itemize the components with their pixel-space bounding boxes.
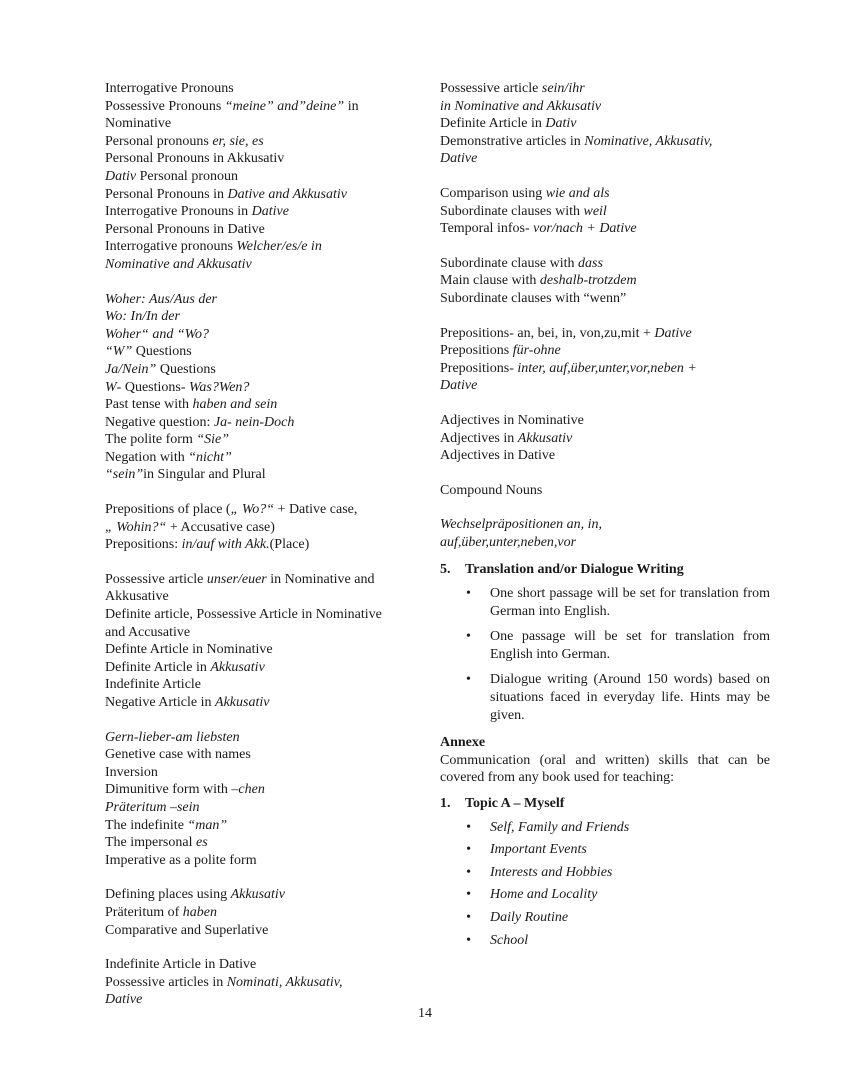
- italic-text: weil: [583, 203, 607, 219]
- italic-text: für-ohne: [512, 343, 561, 359]
- topic-block: [440, 482, 770, 500]
- topic-line: [440, 115, 770, 133]
- topic-block: [105, 80, 415, 274]
- line-text: Prepositions-: [440, 360, 518, 376]
- topic-block: [440, 80, 770, 168]
- topic-line: [105, 308, 415, 326]
- italic-text: Dativ: [105, 168, 137, 184]
- line-text: Compound Nouns: [440, 482, 543, 498]
- line-text: Possessive article: [105, 571, 207, 587]
- line-text: Prepositions:: [105, 537, 182, 553]
- topic-line: [105, 781, 415, 799]
- topic-block: [440, 325, 770, 395]
- line-text: in Singular and Plural: [143, 467, 266, 483]
- line-text: Indefinite Article: [105, 677, 202, 693]
- page-number: 14: [418, 1006, 432, 1021]
- line-text: Questions: [132, 344, 192, 360]
- line-text: Questions: [156, 361, 216, 377]
- topic-line: [105, 115, 415, 133]
- topic-1-title: Topic A – Myself: [465, 796, 565, 811]
- topic-line: [440, 534, 770, 552]
- italic-text: wie and als: [545, 185, 610, 201]
- topic-line: [105, 606, 415, 624]
- annexe-text: Communication (oral and written) skills that can be covered from any book used for teaching:: [440, 752, 770, 786]
- topic-bullet: • School: [490, 932, 770, 950]
- line-text: + Dative case,: [274, 502, 358, 518]
- topic-line: [105, 168, 415, 186]
- italic-text: “meine” and”deine”: [224, 98, 345, 114]
- line-text: and Accusative: [105, 624, 191, 640]
- italic-text: Akkusativ: [230, 887, 286, 903]
- topic-line: [105, 379, 415, 397]
- topic-line: [105, 414, 415, 432]
- italic-text: Dative: [251, 204, 289, 220]
- topic-line: [105, 291, 415, 309]
- line-text: Prepositions: [440, 343, 513, 359]
- italic-text: –chen: [231, 782, 265, 798]
- italic-text: W: [105, 379, 117, 395]
- line-text: in: [344, 98, 359, 114]
- topic-block: [105, 571, 415, 712]
- italic-text: Wo: In/In der: [105, 309, 180, 325]
- italic-text: Was?Wen?: [189, 379, 250, 395]
- topic-line: [105, 361, 415, 379]
- topic-line: [105, 396, 415, 414]
- topic-block: [105, 956, 415, 1009]
- topic-line: [105, 676, 415, 694]
- line-text: Adjectives in Nominative: [440, 412, 584, 428]
- topic-line: [440, 203, 770, 221]
- italic-text: haben and sein: [192, 397, 278, 413]
- topic-line: [105, 536, 415, 554]
- italic-text: unser/euer: [206, 571, 267, 587]
- topic-line: [440, 133, 770, 151]
- italic-text: er, sie, es: [212, 133, 264, 149]
- line-text: Demonstrative articles in: [440, 133, 585, 149]
- topic-line: [105, 834, 415, 852]
- topic-line: [105, 571, 415, 589]
- italic-text: „ Wo?“: [230, 502, 275, 518]
- line-text: Personal pronouns: [105, 133, 213, 149]
- section-5-number: 5.: [440, 562, 451, 578]
- topic-line: [105, 186, 415, 204]
- line-text: Subordinate clauses with “wenn”: [440, 290, 627, 306]
- line-text: Adjectives in Dative: [440, 448, 556, 464]
- italic-text: “Sie”: [196, 432, 230, 448]
- line-text: Temporal infos-: [440, 221, 534, 237]
- italic-text: in Nominative and Akkusativ: [440, 98, 602, 114]
- topic-line: [105, 624, 415, 642]
- line-text: Adjectives in: [440, 430, 518, 446]
- italic-text: Nominative, Akkusativ,: [584, 133, 713, 149]
- line-text: Inversion: [105, 764, 158, 780]
- line-text: Personal pronoun: [136, 168, 238, 184]
- line-text: Präteritum of: [105, 904, 183, 920]
- italic-text: inter, auf,über,unter,vor,neben +: [517, 360, 697, 376]
- italic-text: haben: [182, 904, 217, 920]
- topic-line: [105, 133, 415, 151]
- topic-line: [105, 799, 415, 817]
- topic-block: [105, 729, 415, 870]
- topic-line: [105, 221, 415, 239]
- topic-line: [105, 852, 415, 870]
- topic-line: [105, 449, 415, 467]
- line-text: Personal Pronouns in Dative: [105, 221, 265, 237]
- italic-text: Ja/Nein”: [105, 361, 157, 377]
- topic-line: [105, 588, 415, 606]
- line-text: Possessive article: [440, 81, 542, 96]
- right-topic-blocks: [440, 80, 770, 551]
- topic-1-bullets: [440, 819, 770, 950]
- topic-block: [105, 291, 415, 485]
- topic-line: [105, 519, 415, 537]
- topic-line: [105, 694, 415, 712]
- topic-block: [440, 185, 770, 238]
- topic-line: [440, 272, 770, 290]
- topic-line: [105, 203, 415, 221]
- topic-line: [105, 886, 415, 904]
- line-text: Prepositions of place (: [105, 502, 231, 518]
- topic-bullet: • Daily Routine: [490, 909, 770, 927]
- topic-line: [440, 255, 770, 273]
- topic-block: [440, 255, 770, 308]
- topic-line: [105, 729, 415, 747]
- left-column: [105, 80, 415, 1026]
- italic-text: Nominative and Akkusativ: [105, 256, 252, 272]
- topic-block: [105, 501, 415, 554]
- italic-text: Dative: [654, 325, 692, 341]
- topic-line: [105, 238, 415, 256]
- line-text: Prepositions- an, bei, in, von,zu,mit +: [440, 325, 655, 341]
- line-text: Comparative and Superlative: [105, 922, 269, 938]
- line-text: Interrogative Pronouns: [105, 81, 234, 96]
- line-text: Past tense with: [105, 397, 193, 413]
- topic-line: [105, 641, 415, 659]
- topic-line: [105, 904, 415, 922]
- italic-text: deshalb-trotzdem: [539, 273, 637, 289]
- topic-line: [105, 343, 415, 361]
- line-text: Dimunitive form with: [105, 782, 232, 798]
- line-text: Personal Pronouns in: [105, 186, 228, 202]
- italic-text: “man”: [187, 817, 228, 833]
- line-text: Imperative as a polite form: [105, 852, 257, 868]
- line-text: + Accusative case): [166, 519, 275, 535]
- topic-bullet: • Important Events: [490, 841, 770, 859]
- topic-line: [105, 80, 415, 98]
- topic-block: [105, 886, 415, 939]
- topic-bullet: • Home and Locality: [490, 886, 770, 904]
- line-text: Personal Pronouns in Akkusativ: [105, 151, 285, 167]
- topic-line: [105, 256, 415, 274]
- topic-block: [440, 412, 770, 465]
- topic-line: [105, 466, 415, 484]
- line-text: The impersonal: [105, 835, 196, 851]
- italic-text: es: [195, 835, 208, 851]
- italic-text: Nominati, Akkusativ,: [226, 974, 343, 990]
- topic-bullet: • Self, Family and Friends: [490, 819, 770, 837]
- italic-text: Woher: Aus/Aus der: [105, 291, 217, 307]
- topic-line: [105, 659, 415, 677]
- line-text: Interrogative Pronouns in: [105, 204, 252, 220]
- italic-text: Akkusativ: [210, 659, 265, 675]
- line-text: Subordinate clause with: [440, 255, 579, 271]
- topic-line: [105, 922, 415, 940]
- line-text: The indefinite: [105, 817, 188, 833]
- italic-text: Dative: [440, 151, 478, 167]
- topic-line: [440, 430, 770, 448]
- topic-line: [440, 80, 770, 98]
- line-text: Negative Article in: [105, 695, 216, 710]
- topic-line: [440, 412, 770, 430]
- topic-line: [105, 98, 415, 116]
- italic-text: sein/ihr: [541, 81, 585, 96]
- line-text: Genetive case with names: [105, 747, 251, 763]
- topic-line: [440, 377, 770, 395]
- section-5-bullet: • One short passage will be set for translation from German into English.: [490, 585, 770, 620]
- italic-text: “W”: [105, 344, 133, 360]
- topic-line: [105, 764, 415, 782]
- italic-text: Welcher/es/e in: [236, 239, 322, 255]
- section-5-bullets: [440, 585, 770, 724]
- line-text: Nominative: [105, 116, 172, 132]
- italic-text: “sein”: [105, 467, 144, 483]
- italic-text: Akkusativ: [517, 430, 573, 446]
- line-text: Definte Article in Nominative: [105, 642, 273, 658]
- line-text: Akkusative: [105, 589, 169, 605]
- topic-line: [105, 150, 415, 168]
- line-text: Indefinite Article in Dative: [105, 957, 257, 973]
- section-5-bullet: • Dialogue writing (Around 150 words) based on situations faced in everyday life. Hints may be given.: [490, 671, 770, 724]
- line-text: Definite Article in: [440, 116, 546, 132]
- italic-text: Dativ: [545, 116, 577, 132]
- line-text: - Questions-: [116, 379, 189, 395]
- topic-line: [105, 326, 415, 344]
- topic-1-heading: [440, 795, 770, 813]
- line-text: Subordinate clauses with: [440, 203, 584, 219]
- topic-bullet: • Interests and Hobbies: [490, 864, 770, 882]
- italic-text: Woher“ and “Wo?: [105, 326, 209, 342]
- italic-text: „ Wohin?“: [105, 519, 167, 535]
- italic-text: auf,über,unter,neben,vor: [440, 534, 577, 550]
- section-5-title: Translation and/or Dialogue Writing: [465, 562, 684, 578]
- topic-line: [440, 185, 770, 203]
- italic-text: Akkusativ: [215, 695, 270, 710]
- line-text: Possessive articles in: [105, 974, 227, 990]
- topic-line: [105, 431, 415, 449]
- line-text: Negative question:: [105, 414, 214, 430]
- section-5-bullet: • One passage will be set for translation from English into German.: [490, 628, 770, 663]
- topic-1-number: 1.: [440, 796, 451, 811]
- topic-line: [440, 325, 770, 343]
- line-text: Definite Article in: [105, 659, 211, 675]
- italic-text: Ja- nein-Doch: [213, 414, 295, 430]
- line-text: Defining places using: [105, 887, 231, 903]
- line-text: in Nominative and: [266, 571, 375, 587]
- italic-text: Dative and Akkusativ: [227, 186, 347, 202]
- topic-line: [105, 746, 415, 764]
- topic-line: [105, 501, 415, 519]
- topic-line: [105, 817, 415, 835]
- section-5-heading: [440, 561, 770, 579]
- italic-text: in/auf with Akk.: [181, 537, 270, 553]
- italic-text: Wechselpräpositionen an, in,: [440, 517, 603, 533]
- topic-line: [440, 98, 770, 116]
- topic-line: [440, 342, 770, 360]
- topic-line: [440, 360, 770, 378]
- right-column: [440, 80, 770, 959]
- italic-text: Dative: [440, 378, 478, 394]
- topic-line: [440, 447, 770, 465]
- topic-block: [440, 516, 770, 551]
- line-text: Interrogative pronouns: [105, 239, 237, 255]
- topic-line: [440, 150, 770, 168]
- line-text: Main clause with: [440, 273, 540, 289]
- annexe-title: Annexe: [440, 735, 486, 751]
- italic-text: “nicht”: [188, 449, 232, 465]
- italic-text: dass: [578, 255, 603, 271]
- topic-line: [440, 220, 770, 238]
- topic-line: [440, 482, 770, 500]
- line-text: The polite form: [105, 432, 197, 448]
- topic-line: [105, 974, 415, 992]
- line-text: Definite article, Possessive Article in Nominative: [105, 607, 382, 623]
- topic-line: [440, 516, 770, 534]
- italic-text: Präteritum –sein: [105, 799, 200, 815]
- italic-text: Dative: [105, 992, 143, 1008]
- line-text: Possessive Pronouns: [105, 98, 225, 114]
- topic-line: [105, 956, 415, 974]
- italic-text: Gern-lieber-am liebsten: [105, 729, 240, 745]
- line-text: (Place): [269, 537, 310, 553]
- topic-line: [440, 290, 770, 308]
- italic-text: vor/nach + Dative: [533, 221, 637, 237]
- line-text: Comparison using: [440, 185, 546, 201]
- line-text: Negation with: [105, 449, 189, 465]
